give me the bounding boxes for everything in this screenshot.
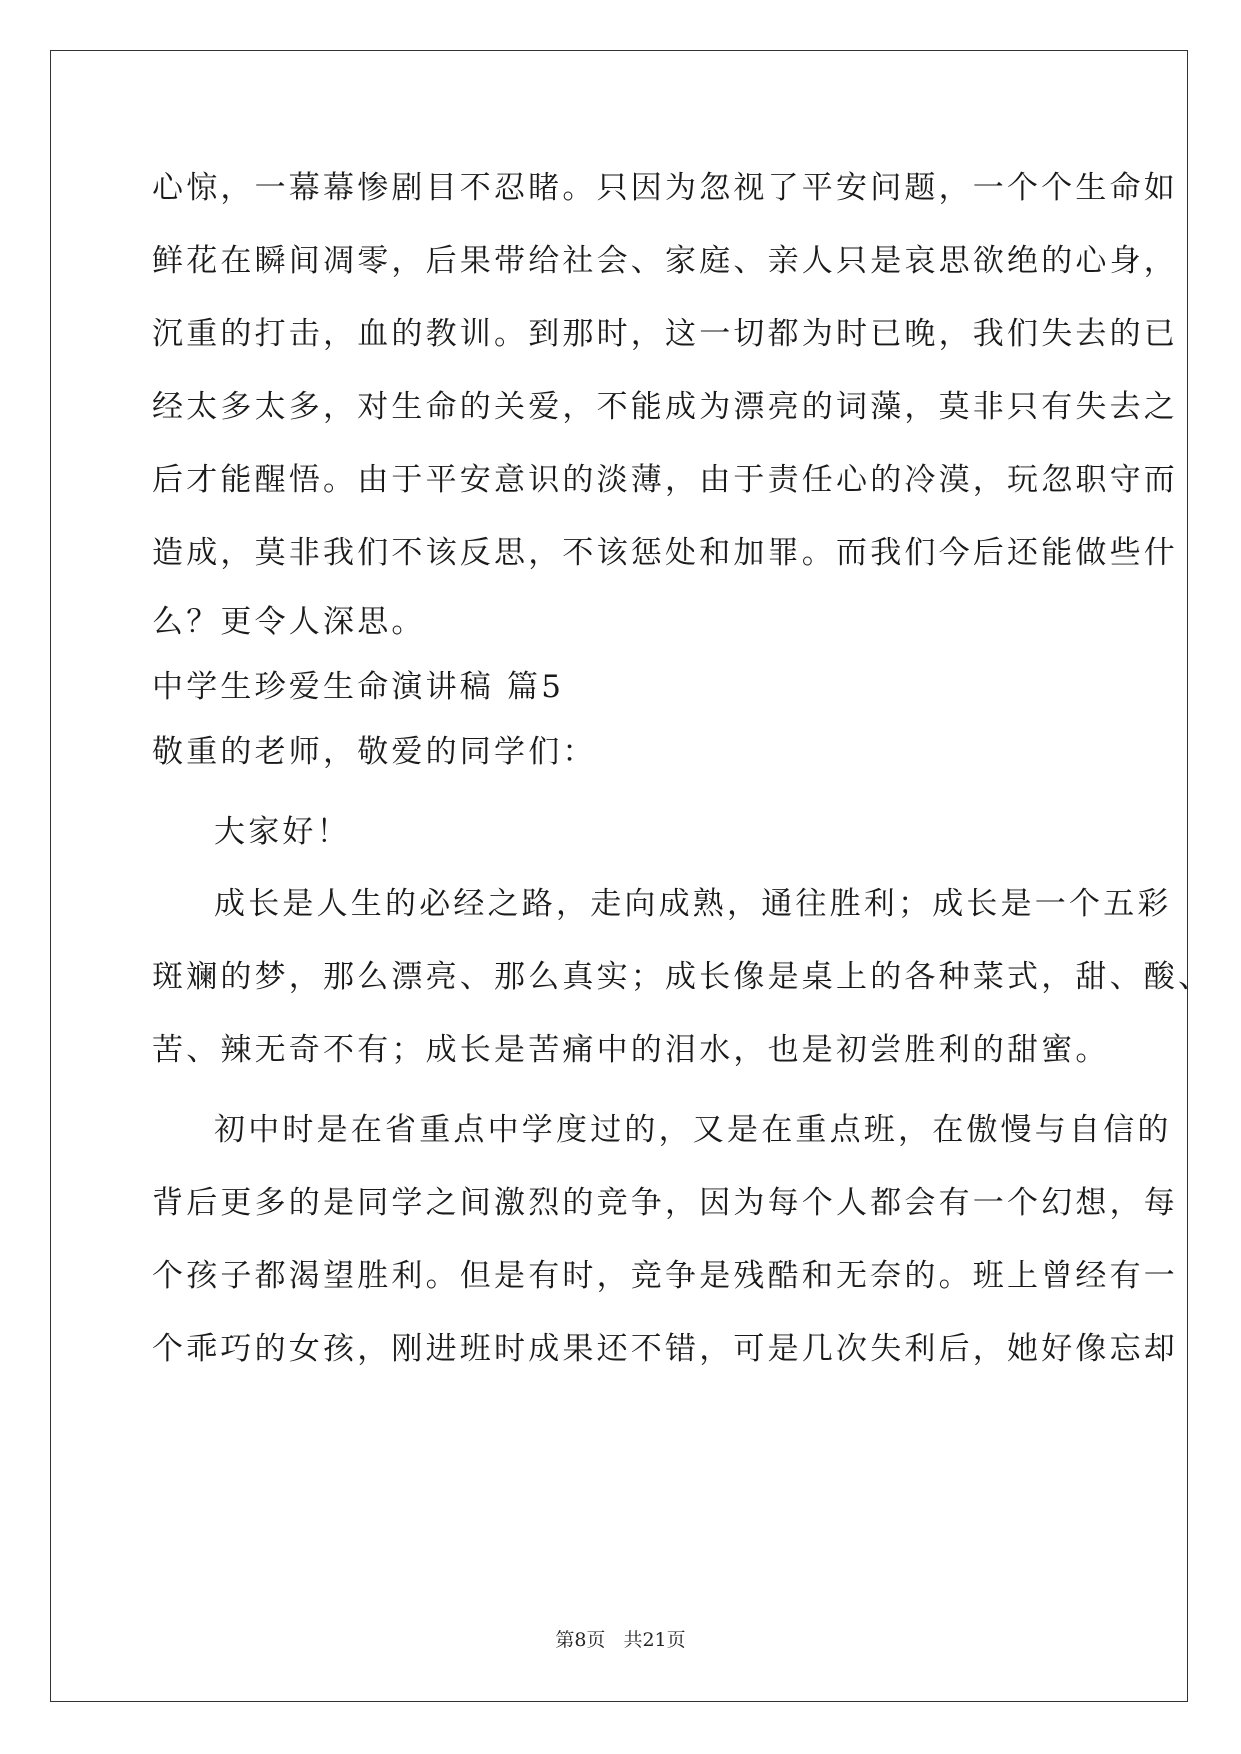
text-line: 经太多太多，对生命的关爱，不能成为漂亮的词藻，莫非只有失去之 bbox=[152, 389, 1178, 425]
text-line: 造成，莫非我们不该反思，不该惩处和加罪。而我们今后还能做些什 bbox=[152, 535, 1178, 571]
page-footer bbox=[0, 1628, 1241, 1652]
greeting: 大家好！ bbox=[214, 814, 351, 850]
text-line: 背后更多的是同学之间激烈的竞争，因为每个人都会有一个幻想，每 bbox=[152, 1185, 1178, 1221]
text-line: 后才能醒悟。由于平安意识的淡薄，由于责任心的冷漠，玩忽职守而 bbox=[152, 462, 1178, 498]
section-heading: 中学生珍爱生命演讲稿 篇5 bbox=[152, 669, 565, 705]
page-border bbox=[50, 50, 1188, 1702]
page-total: 共21页 bbox=[623, 1629, 686, 1651]
text-line: 么？更令人深思。 bbox=[152, 604, 426, 640]
text-line: 初中时是在省重点中学度过的，又是在重点班，在傲慢与自信的 bbox=[214, 1112, 1172, 1148]
salutation: 敬重的老师，敬爱的同学们： bbox=[152, 734, 597, 770]
text-line: 个乖巧的女孩，刚进班时成果还不错，可是几次失利后，她好像忘却 bbox=[152, 1331, 1178, 1367]
page-number: 第8页 bbox=[555, 1629, 606, 1651]
text-line: 成长是人生的必经之路，走向成熟，通往胜利；成长是一个五彩 bbox=[214, 886, 1172, 922]
text-line: 沉重的打击，血的教训。到那时，这一切都为时已晚，我们失去的已 bbox=[152, 316, 1178, 352]
text-line: 心惊，一幕幕惨剧目不忍睹。只因为忽视了平安问题，一个个生命如 bbox=[152, 170, 1178, 206]
text-line: 斑斓的梦，那么漂亮、那么真实；成长像是桌上的各种菜式，甜、酸、 bbox=[152, 959, 1213, 995]
text-line: 苦、辣无奇不有；成长是苦痛中的泪水，也是初尝胜利的甜蜜。 bbox=[152, 1032, 1110, 1068]
text-line: 鲜花在瞬间凋零，后果带给社会、家庭、亲人只是哀思欲绝的心身， bbox=[152, 243, 1178, 279]
text-line: 个孩子都渴望胜利。但是有时，竞争是残酷和无奈的。班上曾经有一 bbox=[152, 1258, 1178, 1294]
